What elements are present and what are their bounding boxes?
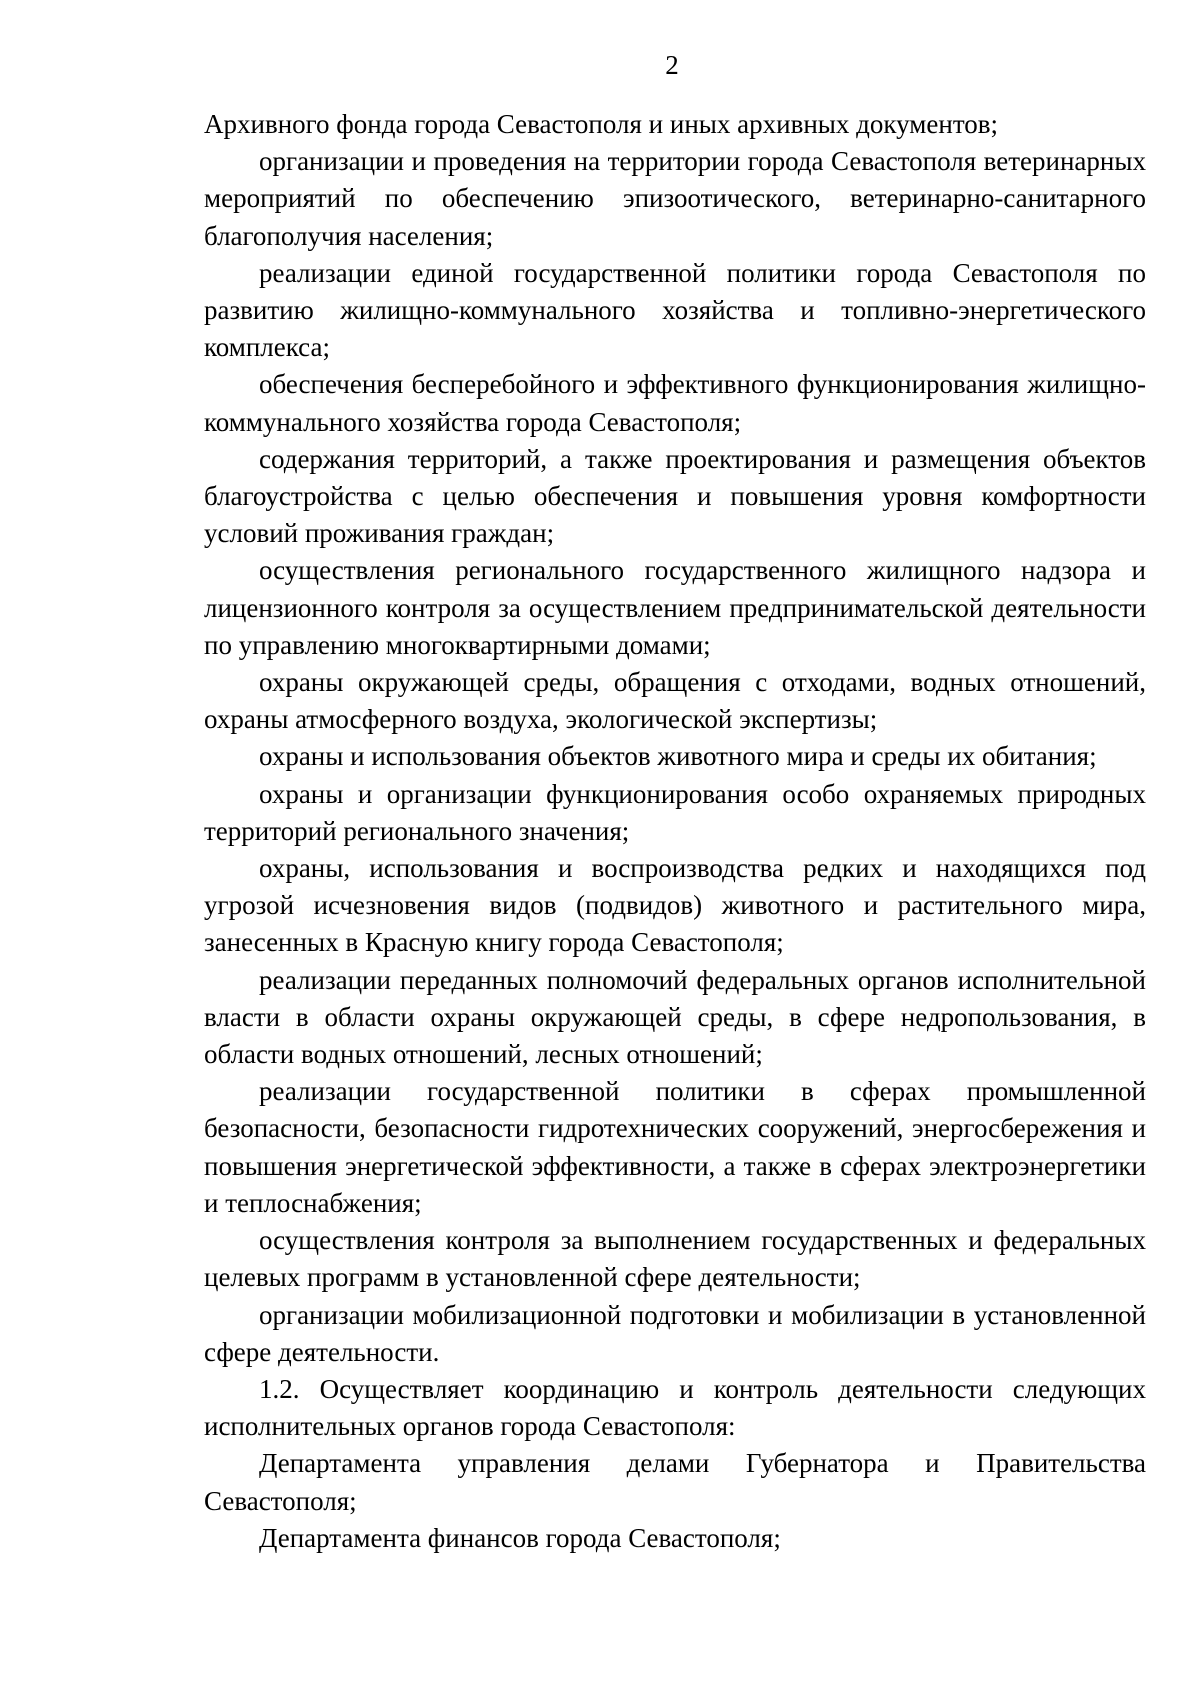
paragraph: Архивного фонда города Севастополя и иных архивных документов; <box>204 109 999 139</box>
paragraph: охраны и использования объектов животного мира и среды их обитания; <box>259 741 1097 772</box>
paragraph: обеспечения бесперебойного и эффективного функционирования жилищно-коммунального хозяйства города Севастополя; <box>204 369 1146 437</box>
section-paragraph: 1.2. Осуществляет координацию и контроль деятельности следующих исполнительных органов города Севастополя: <box>204 1373 1146 1442</box>
paragraph: реализации государственной политики в сферах промышленной безопасности, безопасности гидротехнических сооружений, энергосбережения и повышения энергетической эффективности, а также в сферах электроэнергетики и теплоснабжения; <box>204 1076 1146 1218</box>
paragraph: осуществления контроля за выполнением государственных и федеральных целевых программ в установленной сфере деятельности; <box>204 1225 1146 1293</box>
paragraph: Департамента управления делами Губернатора и Правительства Севастополя; <box>204 1448 1146 1516</box>
paragraph: охраны окружающей среды, обращения с отходами, водных отношений, охраны атмосферного воздуха, экологической экспертизы; <box>204 667 1146 735</box>
paragraph: организации и проведения на территории города Севастополя ветеринарных мероприятий по обеспечению эпизоотического, ветеринарно-санитарного благополучия населения; <box>204 146 1146 251</box>
paragraph: осуществления регионального государственного жилищного надзора и лицензионного контроля за осуществлением предпринимательской деятельности по управлению многоквартирными домами; <box>204 555 1146 660</box>
page-number: 2 <box>665 50 679 80</box>
document-body <box>204 106 1146 1557</box>
paragraph: охраны и организации функционирования особо охраняемых природных территорий регионального значения; <box>204 778 1146 846</box>
paragraph: реализации переданных полномочий федеральных органов исполнительной власти в области охраны окружающей среды, в сфере недропользования, в области водных отношений, лесных отношений; <box>204 964 1146 1070</box>
paragraph: Департамента финансов города Севастополя; <box>259 1522 781 1553</box>
paragraph: охраны, использования и воспроизводства редких и находящихся под угрозой исчезновения видов (подвидов) животного и растительного мира, занесенных в Красную книгу города Севастополя; <box>204 853 1146 958</box>
paragraph: реализации единой государственной политики города Севастополя по развитию жилищно-коммунального хозяйства и топливно-энергетического комплекса; <box>204 257 1146 363</box>
paragraph: содержания территорий, а также проектирования и размещения объектов благоустройства с целью обеспечения и повышения уровня комфортности условий проживания граждан; <box>204 443 1146 549</box>
paragraph: организации мобилизационной подготовки и мобилизации в установленной сфере деятельности. <box>204 1299 1146 1367</box>
